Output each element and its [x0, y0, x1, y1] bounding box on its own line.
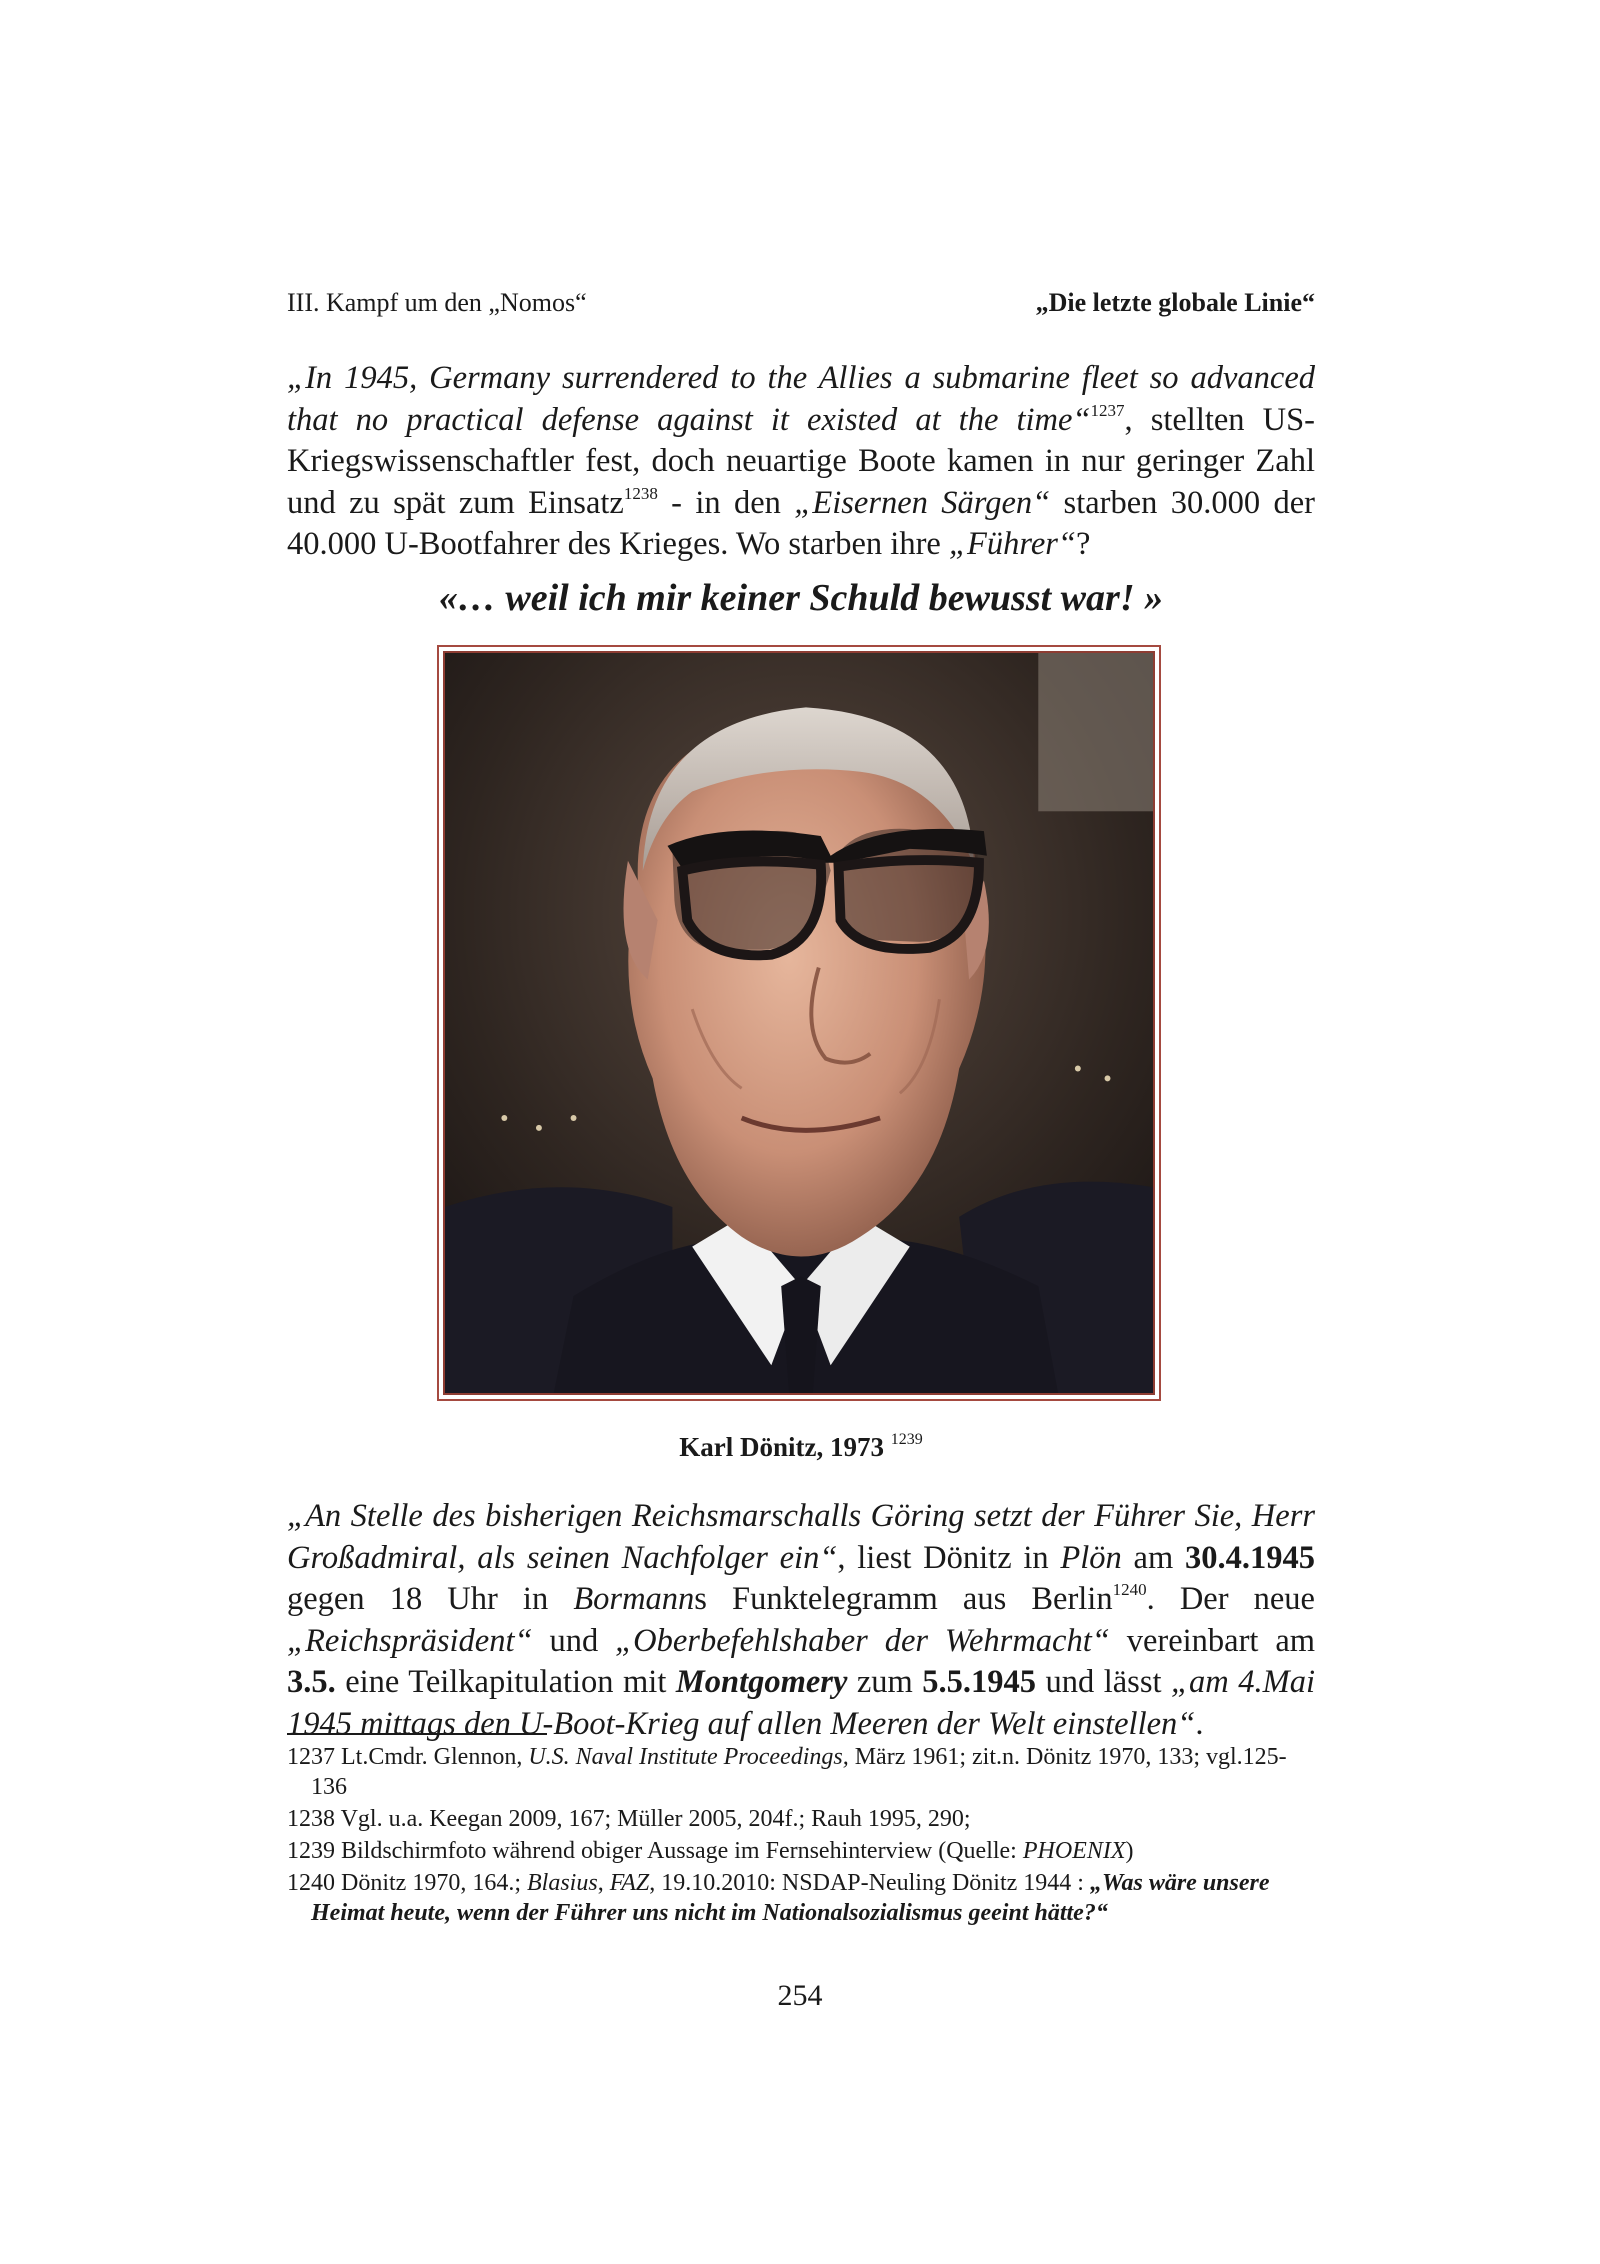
para1-text-c: starben 30.000 der 40.000 U-Bootfahrer des Krieges. Wo starben ihre — [287, 484, 1315, 562]
para1-text-a: , stellten US-Kriegswissenschaftler fest, doch neuartige Boote kamen in nur geringer Zahl und zu spät zum Einsatz — [287, 401, 1315, 521]
quote-close: “ — [1072, 401, 1091, 438]
fn1240-sep: , — [597, 1870, 610, 1896]
para2-t10: und lässt — [1036, 1664, 1171, 1700]
para2-t8: eine Teilkapitulation mit — [335, 1664, 676, 1700]
footnote-ref-1240[interactable]: 1240 — [1112, 1580, 1147, 1599]
quote-open: „ — [287, 360, 306, 396]
para2-t3: gegen 18 Uhr in — [287, 1581, 574, 1617]
footnote-ref-1239[interactable]: 1239 — [890, 1431, 923, 1448]
para2-t6: und — [532, 1622, 616, 1659]
name-bormann: Bormann — [573, 1581, 695, 1617]
page-number: 254 — [777, 1979, 823, 2012]
goering-quote: „An Stelle des bisherigen Reichsmarschalls Göring setzt der Führer Sie, Herr Großadmiral, als seinen Nachfolger ein“ — [287, 1498, 1315, 1576]
fn1239-source: PHOENIX — [1022, 1838, 1126, 1864]
paragraph-succession — [287, 1496, 1315, 1745]
para2-t4: s Funktelegramm aus Berlin — [694, 1581, 1113, 1617]
fn1239-text-a: 1239 Bildschirmfoto während obiger Aussage im Fernsehinterview (Quelle: — [287, 1838, 1023, 1864]
fuehrer-term: „Führer“ — [948, 526, 1076, 562]
fn1240-source: FAZ — [609, 1870, 650, 1896]
fn1240-text-a: 1240 Dönitz 1970, 164.; — [287, 1870, 527, 1896]
portrait-photo — [443, 651, 1155, 1395]
para1-text-d: ? — [1075, 526, 1091, 562]
date-3-5: 3.5. — [287, 1664, 336, 1700]
para2-t5: . Der neue — [1146, 1581, 1315, 1617]
portrait-photo-frame — [437, 645, 1161, 1401]
reichspraesident-term: „Reichspräsident“ — [287, 1622, 533, 1659]
paragraph-submarine-fleet — [287, 358, 1315, 566]
english-quote: In 1945, Germany surrendered to the Allies a submarine fleet so advanced that no practical defense against it existed at the time — [287, 360, 1315, 438]
para2-t7: vereinbart am — [1109, 1622, 1316, 1659]
oberbefehlshaber-term: „Oberbefehlshaber der Wehrmacht“ — [615, 1622, 1110, 1659]
fn1237-source: U.S. Naval Institute Proceedings, — [528, 1744, 849, 1770]
quote-heading: «… weil ich mir keiner Schuld bewusst war! » — [438, 577, 1164, 619]
para2-t2: am — [1121, 1539, 1185, 1576]
date-5-5-1945: 5.5.1945 — [922, 1664, 1037, 1700]
date-30-4-1945: 30.4.1945 — [1185, 1539, 1315, 1576]
footnote-separator — [287, 1733, 547, 1735]
ceasefire-quote: „am 4.Mai 1945 mittags den U-Boot-Krieg auf allen Meeren der Welt einstellen“ — [287, 1664, 1315, 1742]
name-montgomery: Montgomery — [675, 1664, 848, 1700]
footnote-1240 — [287, 1868, 1315, 1928]
footnote-ref-1238[interactable]: 1238 — [623, 483, 658, 503]
para2-t9: zum — [847, 1664, 923, 1700]
fn1237-text-a: 1237 Lt.Cmdr. Glennon, — [287, 1744, 529, 1770]
footnote-ref-1237[interactable]: 1237 — [1090, 400, 1125, 420]
fn1240-quote: „Was wäre unsere Heimat heute, wenn der Führer uns nicht im Nationalsozialismus geeint hätte?“ — [311, 1870, 1270, 1926]
fn1240-text-e: , 19.10.2010: NSDAP-Neuling Dönitz 1944 : — [649, 1870, 1090, 1896]
header-chapter: III. Kampf um den „Nomos“ — [287, 288, 587, 317]
fn1240-author: Blasius — [527, 1870, 598, 1896]
para2-t1: , liest Dönitz in — [837, 1539, 1061, 1576]
footnote-1237 — [287, 1742, 1315, 1802]
photo-caption — [287, 1430, 1315, 1464]
caption-text: Karl Dönitz, 1973 — [679, 1432, 884, 1462]
place-ploen: Plön — [1060, 1539, 1122, 1576]
para2-t11: . — [1195, 1705, 1204, 1742]
header-section-title: „Die letzte globale Linie“ — [1035, 288, 1315, 317]
running-header — [287, 286, 1315, 320]
para1-text-b: - in den — [657, 484, 795, 521]
fn1237-text-c: März 1961; zit.n. Dönitz 1970, 133; vgl.125-136 — [311, 1744, 1287, 1800]
footnote-1238: 1238 Vgl. u.a. Keegan 2009, 167; Müller 2005, 204f.; Rauh 1995, 290; — [287, 1806, 971, 1832]
fn1239-text-c: ) — [1125, 1838, 1134, 1864]
footnotes-list — [287, 1742, 1315, 1930]
eiserne-saerge: „Eisernen Särgen“ — [794, 484, 1051, 521]
footnote-1239 — [287, 1836, 1315, 1866]
